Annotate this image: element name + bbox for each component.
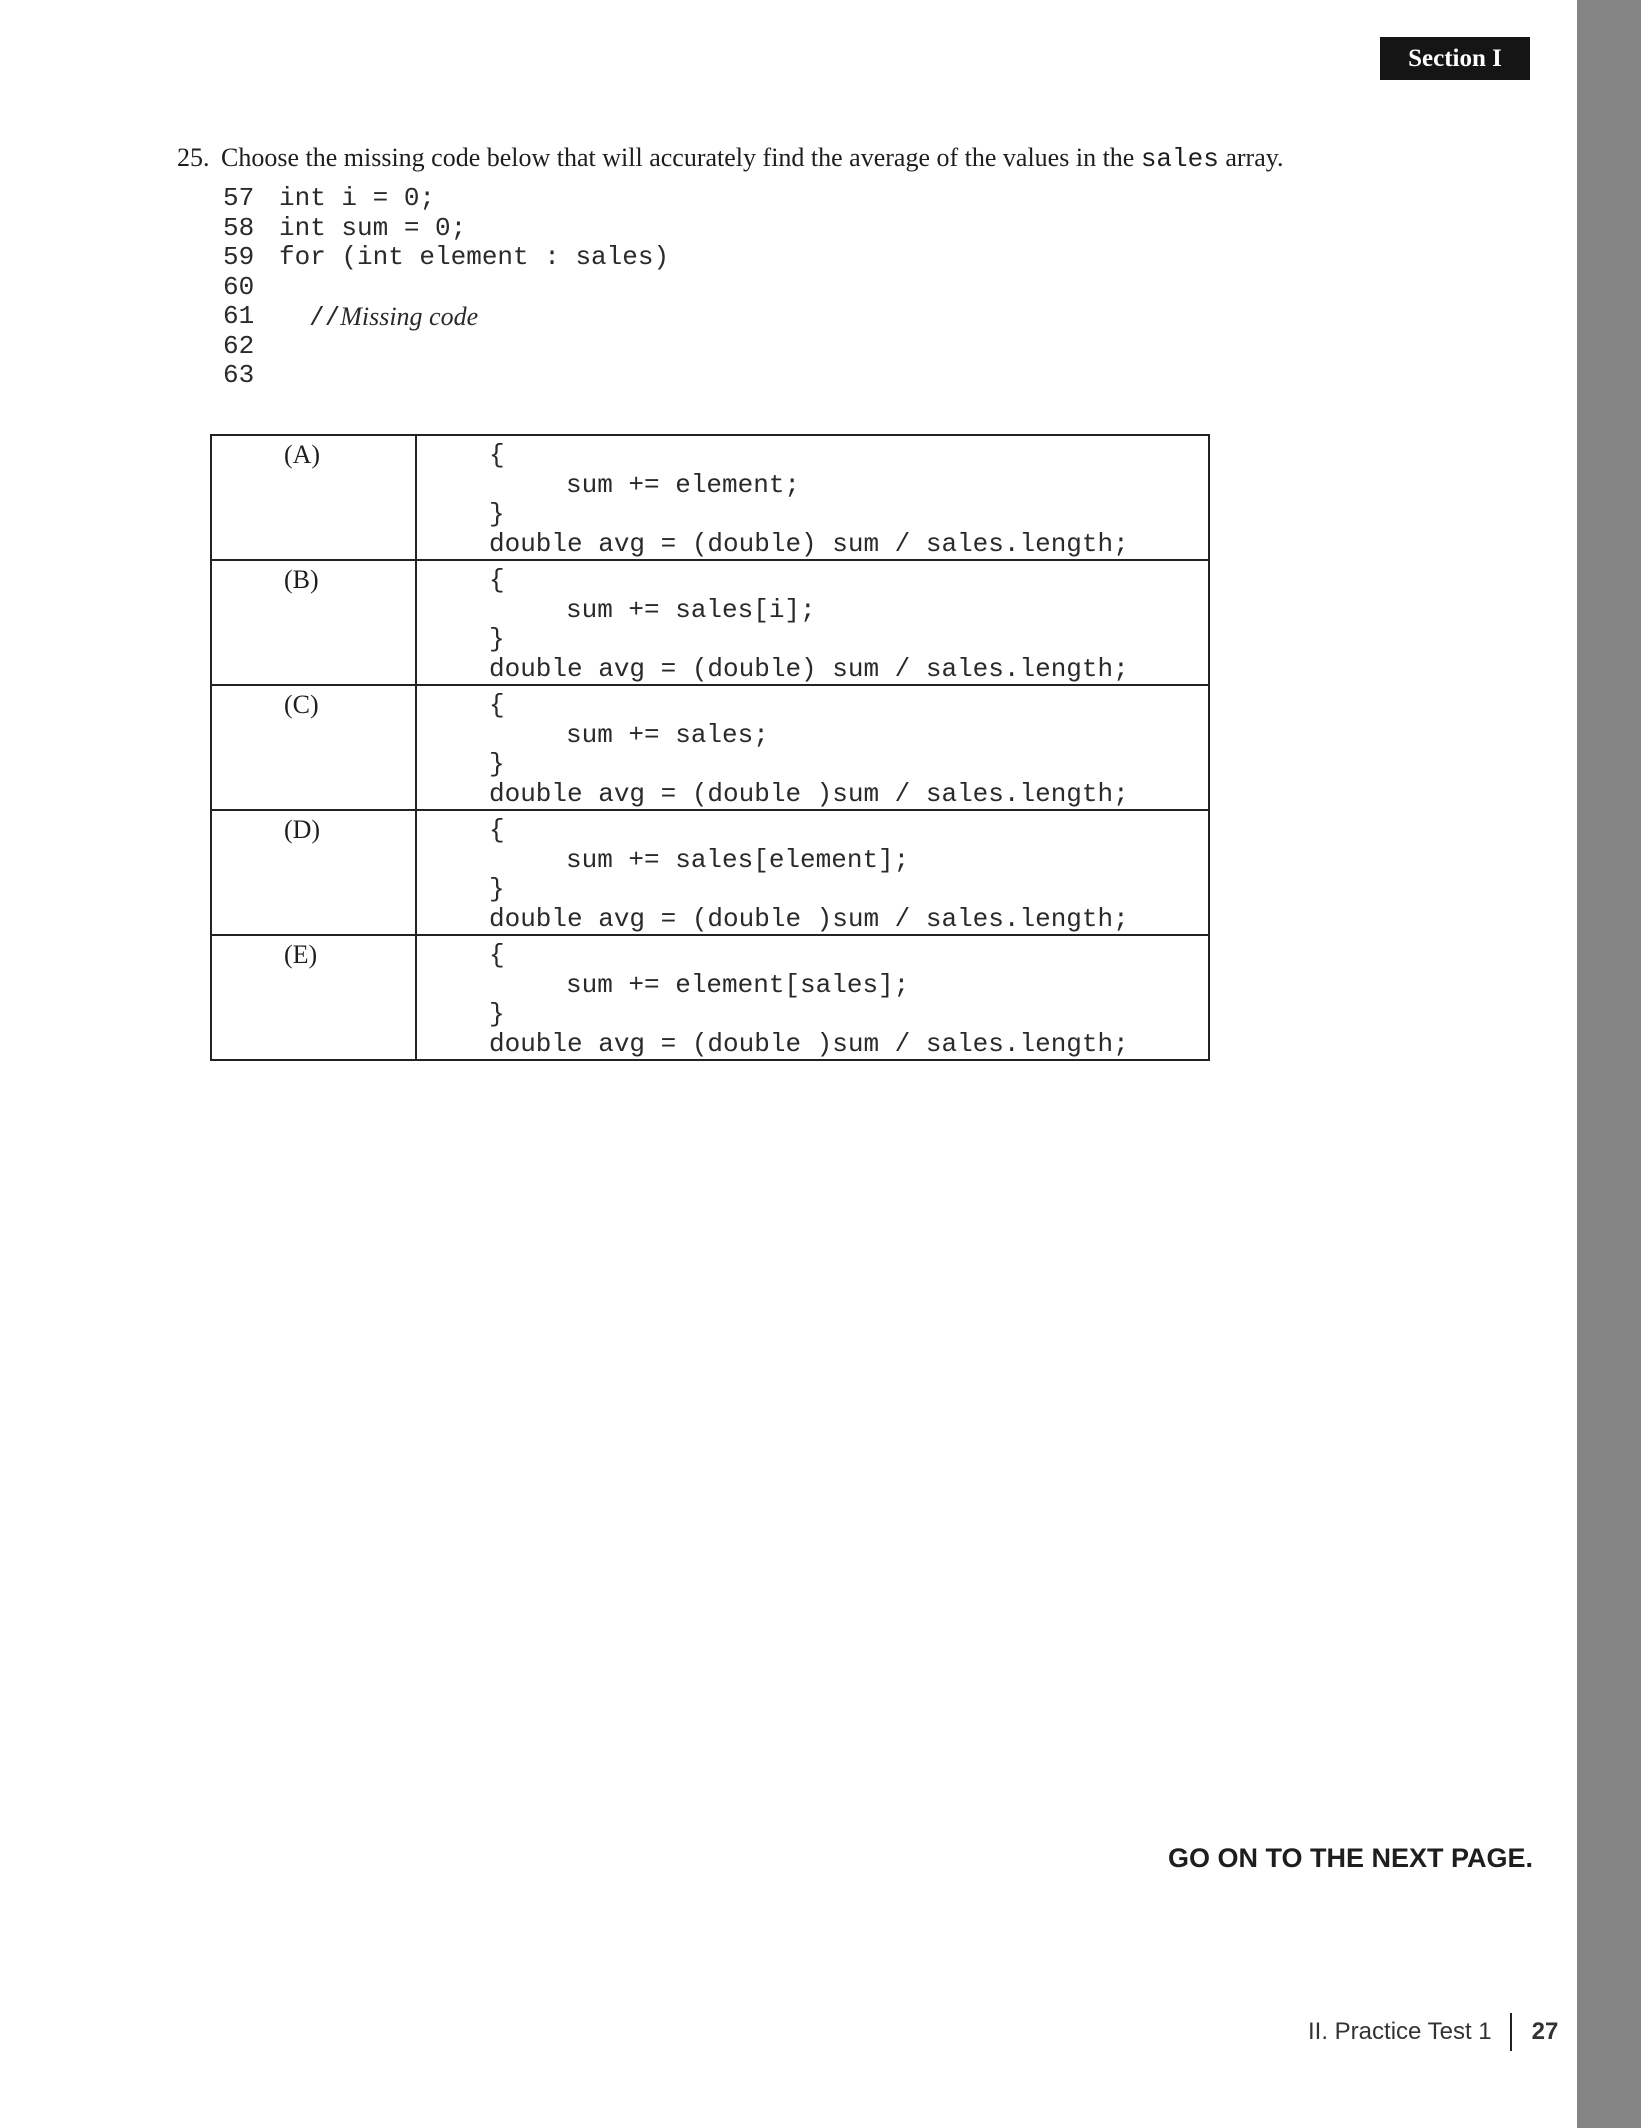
code-line: double avg = (double) sum / sales.length; — [489, 653, 1129, 684]
question-code-word: sales — [1140, 144, 1219, 174]
question-prompt — [177, 141, 1284, 176]
code-line: { — [489, 690, 505, 720]
line-number: 62 — [223, 330, 255, 361]
choice-code — [416, 560, 1209, 685]
code-line: } — [489, 999, 505, 1029]
code-line — [223, 184, 669, 214]
answer-choice-c[interactable] — [211, 685, 1209, 810]
code-line: double avg = (double )sum / sales.length; — [489, 903, 1129, 934]
answer-choice-d[interactable] — [211, 810, 1209, 935]
code-line: sum += sales[i]; — [566, 594, 816, 625]
code-line: double avg = (double) sum / sales.length; — [489, 528, 1129, 559]
code-line: } — [489, 749, 505, 779]
choice-code — [416, 935, 1209, 1060]
go-on-notice: GO ON TO THE NEXT PAGE. — [1168, 1843, 1534, 1873]
code-text: int sum = 0; — [279, 212, 467, 243]
code-line: { — [489, 815, 505, 845]
code-line: } — [489, 624, 505, 654]
code-line — [223, 332, 669, 362]
code-line — [223, 361, 669, 391]
chapter-label: II. Practice Test 1 — [1308, 2018, 1492, 2045]
missing-code-comment — [309, 302, 478, 334]
code-line: sum += sales[element]; — [566, 844, 910, 875]
code-text: for (int element : sales) — [279, 242, 670, 272]
code-text: int i = 0; — [279, 183, 436, 213]
choice-code — [416, 810, 1209, 935]
answer-choice-e[interactable] — [211, 935, 1209, 1060]
code-line: double avg = (double )sum / sales.length; — [489, 1028, 1129, 1059]
choice-label: (C) — [211, 685, 416, 810]
line-number: 58 — [223, 212, 255, 243]
line-number: 61 — [223, 301, 255, 331]
choice-code — [416, 685, 1209, 810]
line-number: 59 — [223, 242, 255, 272]
code-line: sum += element; — [566, 469, 801, 500]
code-line: { — [489, 440, 505, 470]
page-edge-tab — [1577, 0, 1641, 2128]
code-line: { — [489, 940, 505, 970]
code-line — [223, 243, 669, 273]
code-line: double avg = (double )sum / sales.length; — [489, 778, 1129, 809]
section-label: Section I — [1380, 37, 1530, 80]
code-line — [223, 273, 669, 303]
question-number: 25. — [177, 143, 210, 172]
choice-label: (A) — [211, 435, 416, 560]
question-text-after: array. — [1218, 143, 1284, 172]
answer-choices-table — [210, 434, 1210, 1061]
footer-divider — [1510, 2013, 1512, 2051]
choice-label: (D) — [211, 810, 416, 935]
question-text-before: Choose the missing code below that will accurately find the average of the values in the — [221, 143, 1141, 172]
line-number: 63 — [223, 360, 255, 390]
choice-label: (B) — [211, 560, 416, 685]
comment-text: Missing code — [340, 302, 479, 331]
page-number: 27 — [1531, 2018, 1559, 2045]
comment-slashes: // — [309, 303, 341, 333]
line-number: 60 — [223, 271, 255, 302]
code-line: sum += element[sales]; — [566, 969, 910, 1000]
code-line: sum += sales; — [566, 719, 769, 750]
code-line: } — [489, 499, 505, 529]
answer-choice-b[interactable] — [211, 560, 1209, 685]
line-number: 57 — [223, 183, 255, 213]
code-line: { — [489, 565, 505, 595]
code-line: } — [489, 874, 505, 904]
code-line — [223, 302, 669, 332]
code-line — [223, 214, 669, 244]
choice-code — [416, 435, 1209, 560]
code-listing — [223, 184, 669, 391]
choice-label: (E) — [211, 935, 416, 1060]
page-footer — [1308, 2010, 1558, 2054]
answer-choice-a[interactable] — [211, 435, 1209, 560]
